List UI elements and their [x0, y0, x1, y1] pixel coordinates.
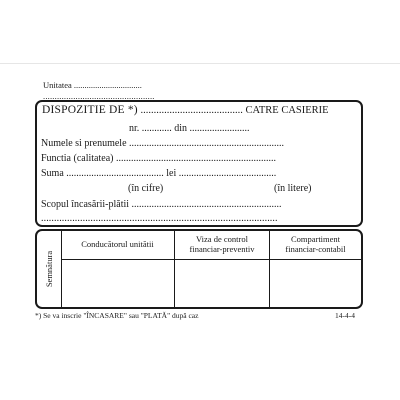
- disposition-panel: [35, 100, 363, 227]
- continuation-field[interactable]: ...........................................................................................: [41, 213, 278, 224]
- unitatea-line: Unitatea ................................: [43, 80, 142, 90]
- unitatea-dots: ................................................: [43, 91, 155, 101]
- functia-field[interactable]: Functia (calitatea) ................................................................: [41, 153, 276, 164]
- in-litere-label: (în litere): [274, 183, 312, 194]
- compartiment-header-line1: Compartiment: [290, 234, 341, 244]
- form-title-rest: ....................................... CATRE CASIERIE: [137, 105, 329, 116]
- form-title: [42, 104, 329, 117]
- header-row-divider: [61, 259, 361, 260]
- compartiment-header: [270, 234, 361, 254]
- suma-field[interactable]: Suma ....................................... lei .......................................: [41, 168, 277, 179]
- in-cifre-label: (în cifre): [128, 183, 164, 194]
- viza-header: [175, 234, 269, 254]
- nr-din-field[interactable]: nr. ............ din ........................: [129, 123, 250, 134]
- nume-prenume-field[interactable]: Numele si prenumele ..............................................................: [41, 138, 285, 149]
- compartiment-header-line2: financiar-contabil: [285, 244, 346, 254]
- signature-panel: [35, 229, 363, 309]
- form-code: 14-4-4: [335, 311, 355, 320]
- conducator-header: Conducătorul unitătii: [81, 239, 154, 249]
- signature-side-cell: [37, 231, 62, 307]
- viza-header-line1: Viza de control: [196, 234, 248, 244]
- viza-header-line2: financiar-preventiv: [189, 244, 255, 254]
- conducator-column[interactable]: [61, 231, 175, 307]
- form-title-main: DISPOZITIE DE *): [42, 104, 138, 116]
- scopul-field[interactable]: Scopul încasării-plătii ............................................................: [41, 199, 282, 210]
- footnote: *) Se va inscrie "ÎNCASARE" sau "PLATĂ" după caz: [35, 311, 199, 320]
- top-divider: [0, 63, 400, 64]
- signature-side-label: Semnătura: [44, 250, 54, 288]
- viza-column[interactable]: [175, 231, 270, 307]
- compartiment-column[interactable]: [270, 231, 361, 307]
